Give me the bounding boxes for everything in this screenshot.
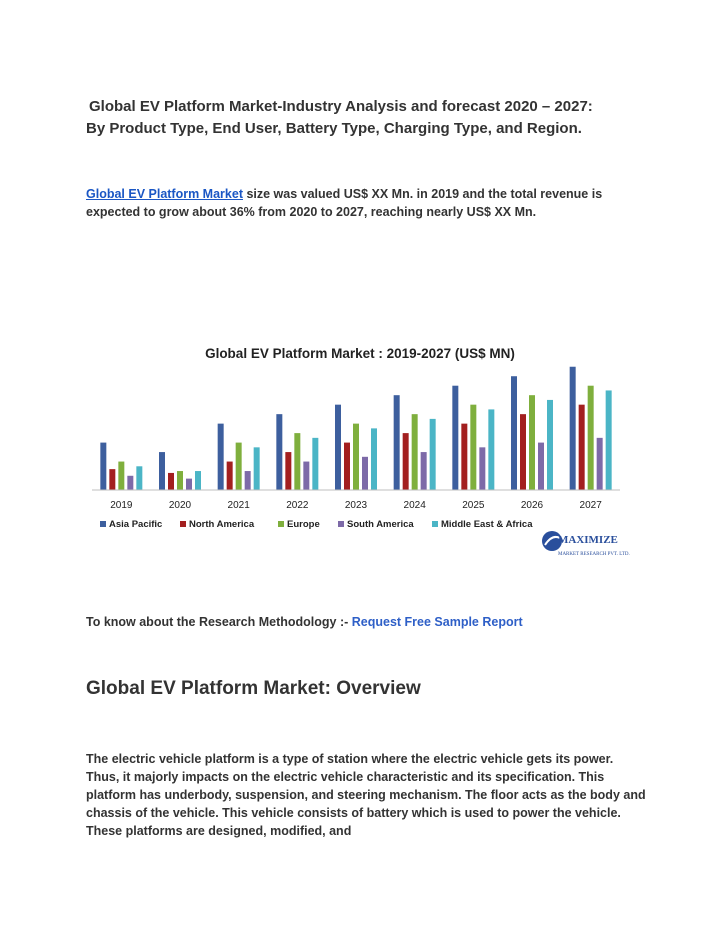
bar-middle-east-africa-2022 xyxy=(312,438,318,490)
report-title-line2: By Product Type, End User, Battery Type, Charging Type, and Region. xyxy=(86,120,582,137)
bar-south-america-2026 xyxy=(538,443,544,490)
bar-north-america-2021 xyxy=(227,462,233,490)
bar-middle-east-africa-2020 xyxy=(195,471,201,490)
bar-asia-pacific-2023 xyxy=(335,405,341,490)
bar-middle-east-africa-2025 xyxy=(488,409,494,490)
bar-asia-pacific-2026 xyxy=(511,376,517,490)
bar-asia-pacific-2020 xyxy=(159,452,165,490)
bar-north-america-2025 xyxy=(461,424,467,490)
legend-swatch xyxy=(100,521,106,527)
bar-asia-pacific-2021 xyxy=(218,424,224,490)
bar-north-america-2027 xyxy=(579,405,585,490)
bar-south-america-2025 xyxy=(479,447,485,490)
bar-asia-pacific-2019 xyxy=(100,443,106,490)
x-tick-label: 2025 xyxy=(462,500,485,511)
bar-asia-pacific-2024 xyxy=(394,395,400,490)
bar-europe-2026 xyxy=(529,395,535,490)
bar-middle-east-africa-2021 xyxy=(254,447,260,490)
bar-south-america-2027 xyxy=(597,438,603,490)
bar-south-america-2020 xyxy=(186,479,192,490)
bar-north-america-2026 xyxy=(520,414,526,490)
bar-europe-2027 xyxy=(588,386,594,490)
bar-asia-pacific-2025 xyxy=(452,386,458,490)
bar-south-america-2022 xyxy=(303,462,309,490)
bar-europe-2021 xyxy=(236,443,242,490)
overview-paragraph: The electric vehicle platform is a type of station where the electric vehicle gets its power. Thus, it majorly impacts on the electric vehicle characteristic and its specification. This platform has underbody, suspension, and steering mechanism. The floor acts as the body and chassis of the vehicle. This vehicle consists of battery which is used to power the vehicle. These platforms are designed, modified, and xyxy=(86,752,646,838)
intro-paragraph xyxy=(86,185,646,221)
bar-north-america-2023 xyxy=(344,443,350,490)
bar-north-america-2024 xyxy=(403,433,409,490)
bar-asia-pacific-2027 xyxy=(570,367,576,490)
x-tick-label: 2020 xyxy=(168,500,192,511)
bar-south-america-2021 xyxy=(245,471,251,490)
x-tick-label: 2023 xyxy=(344,500,368,511)
maximize-logo xyxy=(540,528,640,562)
bar-south-america-2019 xyxy=(127,476,133,490)
legend-swatch xyxy=(278,521,284,527)
x-tick-label: 2022 xyxy=(286,500,309,511)
svg-text:MAXIMIZE: MAXIMIZE xyxy=(558,534,618,546)
svg-text:MARKET RESEARCH PVT. LTD.: MARKET RESEARCH PVT. LTD. xyxy=(558,552,630,557)
methodology-line xyxy=(86,613,646,631)
bar-europe-2019 xyxy=(118,462,124,490)
legend-label: Asia Pacific xyxy=(109,519,163,530)
methodology-prefix: To know about the Research Methodology :- xyxy=(86,615,352,629)
legend-swatch xyxy=(432,521,438,527)
x-tick-label: 2027 xyxy=(579,500,602,511)
overview-heading: Global EV Platform Market: Overview xyxy=(86,678,421,699)
request-sample-link[interactable]: Request Free Sample Report xyxy=(351,615,523,629)
legend-label: Europe xyxy=(287,519,320,530)
bar-asia-pacific-2022 xyxy=(276,414,282,490)
legend-swatch xyxy=(180,521,186,527)
report-title-line1: Global EV Platform Market-Industry Analysis and forecast 2020 – 2027: xyxy=(89,98,593,115)
bar-north-america-2019 xyxy=(109,469,115,490)
x-tick-label: 2024 xyxy=(403,500,426,511)
bar-middle-east-africa-2023 xyxy=(371,428,377,490)
legend-label: South America xyxy=(347,519,414,530)
bar-middle-east-africa-2027 xyxy=(606,390,612,490)
x-tick-label: 2021 xyxy=(227,500,250,511)
x-tick-label: 2019 xyxy=(110,500,133,511)
bar-middle-east-africa-2026 xyxy=(547,400,553,490)
legend-label: Middle East & Africa xyxy=(441,519,533,530)
intro-text: size was valued US$ XX Mn. in 2019 and the total revenue is expected to grow about 36% from 2020 to 2027, reaching nearly US$ XX Mn. xyxy=(86,187,603,219)
bar-europe-2025 xyxy=(470,405,476,490)
bar-north-america-2022 xyxy=(285,452,291,490)
bar-north-america-2020 xyxy=(168,473,174,490)
market-link[interactable]: Global EV Platform Market xyxy=(86,187,243,201)
bar-middle-east-africa-2019 xyxy=(136,466,142,490)
bar-middle-east-africa-2024 xyxy=(430,419,436,490)
x-tick-label: 2026 xyxy=(520,500,544,511)
bar-south-america-2023 xyxy=(362,457,368,490)
bar-europe-2023 xyxy=(353,424,359,490)
bar-europe-2020 xyxy=(177,471,183,490)
chart-title: Global EV Platform Market : 2019-2027 (US$ MN) xyxy=(205,346,515,361)
bar-europe-2024 xyxy=(412,414,418,490)
bar-south-america-2024 xyxy=(421,452,427,490)
report-title xyxy=(86,96,646,140)
legend-label: North America xyxy=(189,519,255,530)
bar-europe-2022 xyxy=(294,433,300,490)
legend-swatch xyxy=(338,521,344,527)
